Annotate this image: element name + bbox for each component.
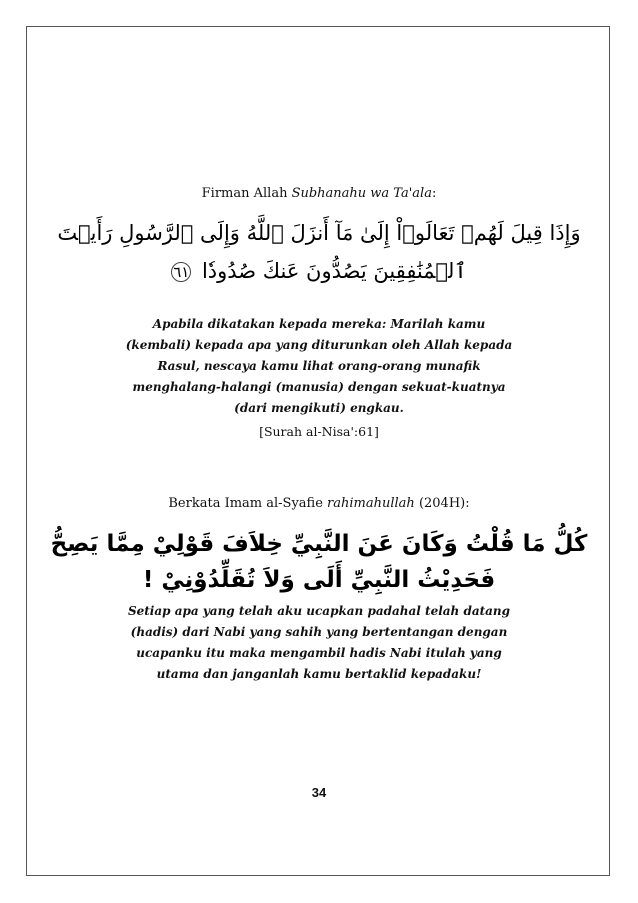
imam-translation-line: utama dan janganlah kamu bertaklid kepadaku! — [156, 667, 482, 681]
quran-translation-line: Apabila dikatakan kepada mereka: Marilah kamu — [152, 317, 486, 331]
imam-intro-suffix: (204H): — [414, 496, 470, 511]
imam-intro — [0, 496, 638, 512]
imam-arabic-line-1: كُلُّ مَا قُلْتُ وَكَانَ عَنَ النَّبِيِّ خِلاَفَ قَوْلِيْ مِمَّا يَصِحُّ — [50, 531, 588, 557]
imam-intro-italic: rahimahullah — [327, 496, 415, 511]
quran-intro-suffix: : — [431, 186, 437, 201]
quran-translation-line: (dari mengikuti) engkau. — [234, 401, 404, 415]
imam-translation — [0, 601, 638, 685]
page-number: 34 — [311, 785, 327, 800]
quran-arabic-line-2 — [0, 256, 638, 286]
imam-translation-line: ucapanku itu maka mengambil hadis Nabi itulah yang — [136, 646, 502, 660]
quran-arabic-line-1: وَإِذَا قِيلَ لَهُمۡ تَعَالَوۡاْ إِلَىٰ مَآ أَنزَلَ ٱللَّهُ وَإِلَى ٱلرَّسُولِ رَأَيۡتَ — [57, 221, 581, 245]
imam-translation-line: Setiap apa yang telah aku ucapkan padahal telah datang — [127, 604, 511, 618]
quran-translation — [0, 314, 638, 419]
verse-number-marker: ٦١ — [173, 263, 190, 281]
quran-intro-prefix: Firman Allah — [201, 186, 292, 201]
surah-reference: [Surah al-Nisa':61] — [259, 424, 379, 439]
imam-translation-line: (hadis) dari Nabi yang sahih yang bertentangan dengan — [130, 625, 508, 639]
imam-intro-prefix: Berkata Imam al-Syafie — [168, 496, 328, 511]
quran-translation-line: (kembali) kepada apa yang diturunkan oleh Allah kepada — [125, 338, 513, 352]
quran-intro — [0, 186, 638, 202]
page-border — [26, 26, 610, 876]
imam-arabic-line-2: فَحَدِيْثُ النَّبِيِّ أَلَى وَلاَ تُقَلِّدُوْنِيْ ! — [142, 567, 496, 593]
quran-translation-line: Rasul, nescaya kamu lihat orang-orang munafik — [157, 359, 481, 373]
quran-translation-line: menghalang-halangi (manusia) dengan sekuat-kuatnya — [132, 380, 506, 394]
quran-intro-italic: Subhanahu wa Ta'ala — [291, 186, 432, 201]
quran-arabic-text-2: ٱلۡمُنَٰفِقِينَ يَصُدُّونَ عَنكَ صُدُودٗا — [201, 259, 467, 283]
